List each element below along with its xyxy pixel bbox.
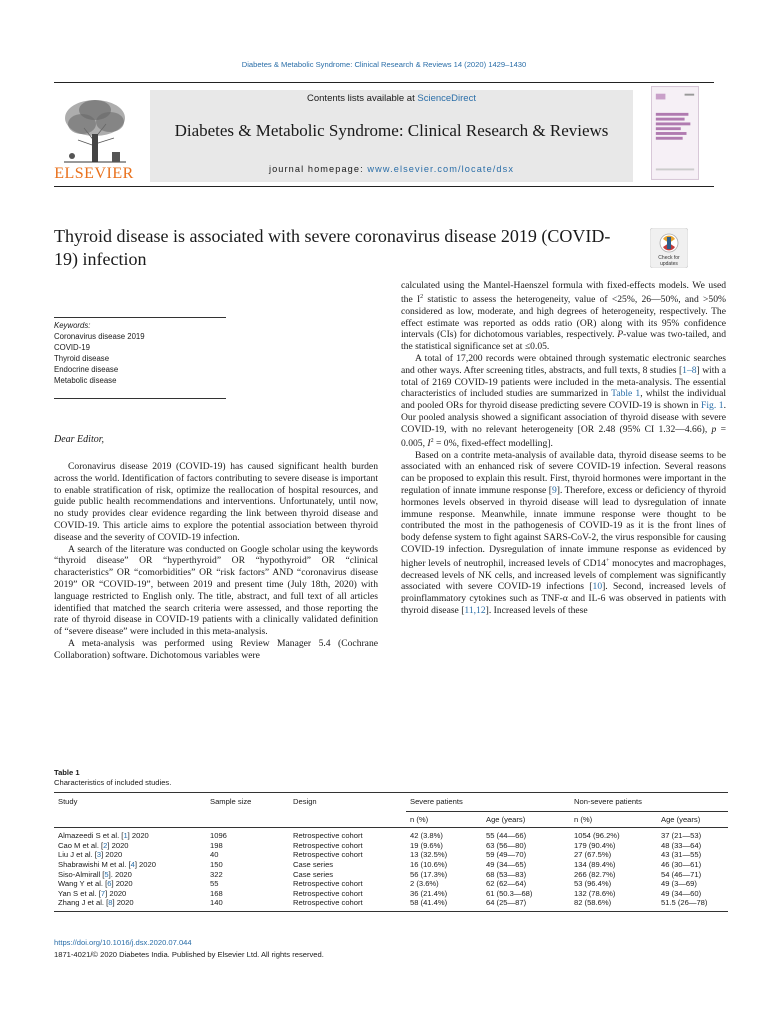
- table-row: [54, 850, 728, 860]
- cell-design: Case series: [293, 869, 334, 879]
- cell-severe-n: 58 (41.4%): [406, 898, 482, 911]
- col-header-nonsevere: Non-severe patients: [570, 793, 728, 812]
- cell-nonsevere-n: 27 (67.5%): [574, 850, 612, 860]
- citation-link[interactable]: 4: [130, 859, 135, 869]
- cell-severe-age: 63 (56—80): [486, 840, 527, 850]
- body-paragraph: calculated using the Mantel-Haenszel formula with fixed-effects models. We used the $I^2$ statistic to assess the heterogeneity, value of <25%, 26—50%, and >50% considered as low, moderate, and high degrees of heterogeneity, respectively. The effect estimate was reported as odds ratio (OR) along with its 95% confidence intervals (CIs) for dichotomous variables, respectively. P-value was two-tailed, and the statistical significance set at ≤0.05.: [401, 280, 727, 353]
- cell-sample-size: 140: [206, 898, 289, 911]
- table-caption: [54, 768, 714, 788]
- cell-severe-age: 55 (44—66): [486, 831, 527, 841]
- cell-study: Zhang J et al. [8] 2020: [54, 898, 206, 911]
- cell-severe-age: 68 (53—83): [486, 869, 527, 879]
- journal-citation-link[interactable]: Diabetes & Metabolic Syndrome: Clinical Research & Reviews 14 (2020) 1429–1430: [241, 60, 527, 69]
- citation-link[interactable]: 7: [100, 888, 106, 898]
- citation-link[interactable]: 10: [592, 581, 603, 593]
- contents-prefix: Contents lists available at: [307, 93, 418, 104]
- cell-study: Cao M et al. [2] 2020: [58, 840, 129, 850]
- citation-link[interactable]: 8: [108, 898, 113, 908]
- cell-severe-age: 49 (34—65): [486, 859, 527, 869]
- col-header-nonsevere-age: Age (years): [657, 811, 728, 828]
- doi-link[interactable]: https://doi.org/10.1016/j.dsx.2020.07.044: [54, 938, 192, 947]
- cell-severe-n: 16 (10.6%): [410, 859, 448, 869]
- table-label: Table 1: [54, 768, 80, 777]
- cell-study: Yan S et al. [7] 2020: [58, 888, 127, 898]
- homepage-prefix: journal homepage:: [268, 164, 368, 174]
- cell-severe-n: 36 (21.4%): [410, 888, 448, 898]
- journal-title: Diabetes & Metabolic Syndrome: Clinical Research & Reviews: [174, 121, 609, 140]
- keywords-bottom-rule: [54, 398, 226, 399]
- cell-nonsevere-age: 51.5 (26—78): [657, 898, 728, 911]
- cell-severe-age: 62 (62—64): [486, 879, 527, 889]
- contents-availability: [150, 93, 633, 104]
- copyright-notice: 1871-4021/© 2020 Diabetes India. Published by Elsevier Ltd. All rights reserved.: [54, 950, 324, 959]
- col-header-severe-age: Age (years): [482, 811, 570, 828]
- col-header-severe: Severe patients: [406, 793, 570, 812]
- cell-nonsevere-n: 132 (78.6%): [574, 888, 616, 898]
- journal-cover-thumbnail[interactable]: [651, 86, 699, 180]
- keywords-block: [54, 320, 226, 386]
- cell-sample-size: 198: [210, 840, 223, 850]
- table-row: [54, 841, 728, 851]
- cell-nonsevere-age: 48 (33—64): [661, 840, 702, 850]
- cell-sample-size: 150: [210, 859, 223, 869]
- col-header-design: Design: [289, 793, 406, 812]
- cell-sample-size: 322: [210, 869, 223, 879]
- cell-severe-n: 13 (32.5%): [410, 850, 448, 860]
- cell-study: Wang Y et al. [6] 2020: [58, 879, 133, 889]
- body-left-column: [54, 461, 378, 662]
- cell-severe-age: 61 (50.3—68): [486, 888, 533, 898]
- cell-design: Retrospective cohort: [293, 879, 363, 889]
- cell-design: Retrospective cohort: [293, 840, 363, 850]
- studies-table: [54, 792, 728, 912]
- cell-design: Retrospective cohort: [293, 888, 363, 898]
- cell-nonsevere-age: 46 (30—61): [661, 859, 702, 869]
- citation-link[interactable]: 1–8: [682, 364, 697, 376]
- table-row: [54, 889, 728, 899]
- citation-link[interactable]: 9: [551, 484, 557, 496]
- citation-link[interactable]: 11,12: [464, 605, 486, 617]
- citation-link[interactable]: 5: [104, 869, 109, 879]
- homepage-url-link[interactable]: www.elsevier.com/locate/dsx: [367, 164, 515, 174]
- keyword-item: Endocrine disease: [54, 365, 119, 374]
- keywords-heading: Keywords:: [54, 321, 91, 330]
- table-row: [54, 870, 728, 880]
- masthead-top-rule: [54, 82, 714, 83]
- cell-severe-n: 19 (9.6%): [410, 840, 443, 850]
- table-row: [54, 898, 728, 911]
- cell-design: Case series: [293, 859, 334, 869]
- cell-nonsevere-n: 266 (82.7%): [574, 869, 616, 879]
- citation-link[interactable]: 6: [107, 879, 112, 889]
- cell-nonsevere-n: 82 (58.6%): [570, 898, 657, 911]
- body-paragraph: A search of the literature was conducted on Google scholar using the keywords “thyroid disease” OR “hyperthyroid” OR “hypothyroid” OR “clinical characteristics” OR “comorbidities” OR “risk factors” AND “coronavirus disease 2019” OR “COVID-19”, between 2019 and present time (July 18th, 2020) with language restricted to English only. The title, abstract, and full text of all articles identified that matched the search criteria were assessed, and those reporting the rate of thyroid disease in COVID-19 patients with a clinically validated definition of “severe disease” were included in this meta-analysis.: [54, 543, 378, 638]
- table-caption-text: Characteristics of included studies.: [54, 778, 172, 787]
- cell-severe-age: 59 (49—70): [486, 850, 527, 860]
- sciencedirect-link[interactable]: ScienceDirect: [417, 93, 476, 104]
- body-paragraph: Based on a contrite meta-analysis of available data, thyroid disease seems to be associated with an enhanced risk of severe COVID-19 infection. Several reasons can be proposed to explain this result. First, thyroid hormones were important in the regulation of innate immune response [9]. Therefore, excess or deficiency of thyroid hormones levels observed in thyroid disease will lead to dysregulation of innate immune response. Meanwhile, innate immune response were thought to be contributed the most in the pathogenesis of COVID-19 as it is the front lines of body defense system to fight against SARS-CoV-2, the virus responsible for causing COVID-19 infection. Dysregulation of innate immune response as evidenced by higher levels of neutrophil, increased levels of CD14+ monocytes and macrophages, decreased levels of NK cells, and increased levels of complement was significantly associated with severe COVID-19 infections [10]. Second, increased levels of proinflammatory cytokines such as TNF-α and IL-6 was observed in patients with thyroid disease [11,12]. Increased levels of these: [401, 449, 726, 617]
- publisher-wordmark: ELSEVIER: [54, 165, 134, 182]
- cell-severe-n: 56 (17.3%): [410, 869, 448, 879]
- table-row: [54, 860, 728, 870]
- cell-nonsevere-n: 179 (90.4%): [574, 840, 616, 850]
- journal-homepage: [150, 164, 633, 174]
- cell-nonsevere-n: 53 (96.4%): [574, 879, 612, 889]
- cell-sample-size: 55: [210, 879, 219, 889]
- cell-sample-size: 168: [210, 888, 223, 898]
- letter-greeting: Dear Editor,: [54, 434, 104, 445]
- cell-nonsevere-age: 49 (34—60): [661, 888, 702, 898]
- cell-study: Siso-Almirall [5]. 2020: [58, 869, 132, 879]
- cell-study: Shabrawishi M et al. [4] 2020: [58, 859, 156, 869]
- body-paragraph: A total of 17,200 records were obtained through systematic electronic searches and other ways. After screening titles, abstracts, and full texts, 8 studies [1–8] with a total of 2169 COVID-19 patients were included in the meta-analysis. The essential characteristics of included studies are summarized in Table 1, whilst the individual and pooled ORs for thyroid disease predicting severe COVID-19 is shown in Fig. 1. Our pooled analysis showed a significant association of thyroid disease with severe COVID-19, with no relevant heterogeneity [OR 2.48 (95% CI 1.32—4.66), p = 0.005, $I^2 = 0\%$, fixed-effect modelling].: [401, 352, 726, 449]
- cell-nonsevere-n: 1054 (96.2%): [574, 831, 620, 841]
- cell-sample-size: 1096: [210, 831, 227, 841]
- col-header-nonsevere-n: n (%): [570, 811, 657, 828]
- col-header-severe-n: n (%): [406, 811, 482, 828]
- col-header-sample-size: Sample size: [206, 793, 289, 812]
- col-header-study: Study: [54, 793, 206, 812]
- studies-table-body: [54, 828, 728, 912]
- crossmark-label: Check for updates: [658, 255, 680, 267]
- check-for-updates-badge[interactable]: [650, 228, 688, 268]
- cell-sample-size: 40: [210, 850, 219, 860]
- cell-nonsevere-age: 37 (21—53): [661, 831, 702, 841]
- masthead-bottom-rule: [54, 186, 714, 187]
- table-link[interactable]: Table 1: [611, 388, 641, 400]
- cell-severe-age: 64 (25—87): [482, 898, 570, 911]
- figure-link[interactable]: Fig. 1: [701, 400, 724, 412]
- keyword-item: Metabolic disease: [54, 376, 117, 385]
- citation-link[interactable]: 3: [96, 850, 102, 860]
- cell-nonsevere-age: 54 (46—71): [661, 869, 702, 879]
- cell-nonsevere-age: 49 (3—69): [661, 879, 697, 889]
- citation-link[interactable]: 2: [103, 840, 108, 850]
- keyword-item: Coronavirus disease 2019: [54, 332, 145, 341]
- cell-nonsevere-age: 43 (31—55): [661, 850, 702, 860]
- cell-study: Liu J et al. [3] 2020: [58, 850, 123, 860]
- cell-severe-n: 2 (3.6%): [410, 879, 439, 889]
- cell-design: Retrospective cohort: [289, 898, 406, 911]
- citation-link[interactable]: 1: [123, 831, 128, 841]
- body-paragraph: A meta-analysis was performed using Review Manager 5.4 (Cochrane Collaboration) software. Dichotomous variables were: [54, 637, 378, 661]
- cell-study: Almazeedi S et al. [1] 2020: [58, 831, 149, 841]
- body-paragraph: Coronavirus disease 2019 (COVID-19) has caused significant health burden across the world. Identification of factors contributing to severe disease is important to enable stratification of risk, optimize the reallocation of hospital resources, and guide public health recommendations and interventions. Unfortunately, until now, no study provides clear evidence regarding the link between thyroid disease and COVID-19. This article aims to explore the potential association between thyroid disease and the severity of COVID-19 infection.: [54, 461, 378, 543]
- body-right-column: [401, 280, 726, 617]
- cell-design: Retrospective cohort: [293, 831, 363, 841]
- keyword-item: Thyroid disease: [54, 354, 110, 363]
- table-row: [54, 879, 728, 889]
- article-title: Thyroid disease is associated with severe coronavirus disease 2019 (COVID-19) infection: [54, 226, 611, 269]
- keywords-top-rule: [54, 317, 226, 318]
- cell-severe-n: 42 (3.8%): [410, 831, 443, 841]
- keyword-item: COVID-19: [54, 343, 90, 352]
- table-row: [54, 828, 728, 841]
- cell-design: Retrospective cohort: [293, 850, 363, 860]
- cell-nonsevere-n: 134 (89.4%): [574, 859, 616, 869]
